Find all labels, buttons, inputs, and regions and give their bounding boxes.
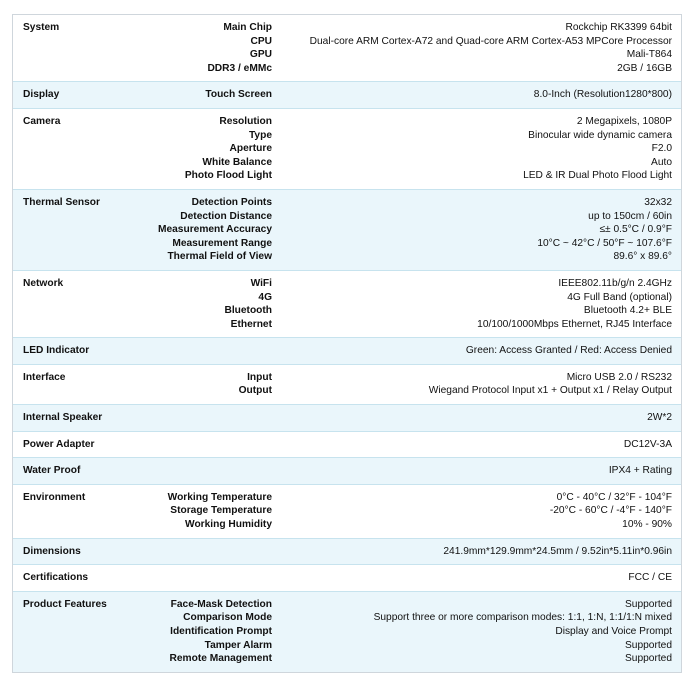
spec-value: 4G Full Band (optional) [567, 291, 672, 303]
spec-line [135, 142, 672, 156]
spec-value: Mali-T864 [626, 49, 672, 61]
section-title: LED Indicator [23, 345, 90, 357]
spec-line [135, 129, 672, 143]
section-title: Water Proof [23, 465, 81, 477]
spec-lines [135, 371, 672, 398]
spec-value: FCC / CE [628, 572, 672, 584]
spec-value: Supported [624, 639, 672, 651]
spec-section [13, 485, 681, 539]
spec-label [135, 464, 272, 478]
spec-section [13, 109, 681, 190]
spec-label: Resolution [219, 115, 272, 127]
spec-section [13, 539, 681, 566]
spec-line [135, 48, 672, 62]
spec-lines [135, 88, 672, 102]
spec-label [135, 344, 272, 358]
spec-value: Dual-core ARM Cortex-A72 and Quad-core ARM Cortex-A53 MPCore Processor [309, 35, 672, 47]
spec-label: Main Chip [223, 22, 272, 33]
spec-label: Input [247, 371, 272, 383]
spec-label: Ethernet [230, 318, 272, 330]
spec-section [13, 458, 681, 485]
spec-value: F2.0 [651, 143, 672, 155]
spec-line [135, 35, 672, 49]
spec-line [135, 639, 672, 653]
spec-section [13, 338, 681, 365]
spec-lines [135, 545, 672, 559]
spec-label: GPU [249, 49, 272, 61]
section-title: Dimensions [23, 545, 81, 557]
spec-label: Measurement Accuracy [157, 224, 272, 236]
spec-line [135, 156, 672, 170]
spec-value: 10°C ~ 42°C / 50°F ~ 107.6°F [537, 237, 672, 249]
section-title: Certifications [23, 572, 89, 584]
spec-label: Tamper Alarm [204, 639, 272, 651]
spec-line [135, 115, 672, 129]
spec-value: Supported [624, 598, 672, 610]
spec-label [135, 411, 272, 425]
spec-label: Aperture [229, 143, 272, 155]
spec-value: LED & IR Dual Photo Flood Light [523, 170, 672, 182]
spec-section [13, 432, 681, 459]
spec-label: White Balance [202, 156, 272, 168]
spec-line [135, 384, 672, 398]
spec-value: 241.9mm*129.9mm*24.5mm / 9.52in*5.11in*0.96in [443, 545, 672, 557]
spec-line [135, 210, 672, 224]
spec-lines [135, 411, 672, 425]
spec-label: Bluetooth [224, 305, 272, 317]
spec-line [135, 318, 672, 332]
spec-line [135, 611, 672, 625]
spec-line [135, 371, 672, 385]
spec-line [135, 291, 672, 305]
spec-value: Rockchip RK3399 64bit [565, 22, 672, 33]
spec-section [13, 405, 681, 432]
spec-value: IPX4 + Rating [608, 465, 672, 477]
spec-line [135, 571, 672, 585]
spec-value: 0°C - 40°C / 32°F - 104°F [556, 491, 672, 503]
spec-label: 4G [258, 291, 272, 303]
spec-section [13, 565, 681, 592]
spec-lines [135, 344, 672, 358]
spec-value: Supported [624, 653, 672, 665]
spec-value: Display and Voice Prompt [555, 626, 672, 637]
spec-line [135, 304, 672, 318]
spec-label: Comparison Mode [183, 612, 272, 624]
spec-value: 2GB / 16GB [617, 62, 672, 74]
spec-table [12, 14, 682, 673]
spec-label: Identification Prompt [170, 626, 272, 637]
spec-label: Output [238, 385, 272, 397]
section-title: Internal Speaker [23, 412, 103, 424]
spec-value: 10% - 90% [622, 519, 672, 531]
spec-section [13, 365, 681, 405]
section-title: Camera [23, 115, 61, 127]
spec-value: Micro USB 2.0 / RS232 [566, 371, 672, 383]
spec-lines [135, 491, 672, 532]
spec-lines [135, 571, 672, 585]
spec-value: ≤± 0.5°C / 0.9°F [599, 224, 672, 236]
spec-section [13, 82, 681, 109]
spec-lines [135, 21, 672, 75]
spec-label: Remote Management [169, 653, 272, 665]
spec-value: -20°C - 60°C / -4°F - 140°F [549, 505, 672, 517]
spec-label: Working Humidity [185, 519, 272, 531]
section-title: Network [23, 277, 64, 289]
spec-label: CPU [250, 35, 272, 47]
spec-label: Measurement Range [172, 237, 272, 249]
spec-line [135, 491, 672, 505]
spec-label [135, 438, 272, 452]
spec-line [135, 344, 672, 358]
spec-line [135, 625, 672, 639]
spec-line [135, 62, 672, 76]
spec-line [135, 652, 672, 666]
spec-lines [135, 598, 672, 666]
spec-value: 89.6° x 89.6° [613, 251, 672, 263]
spec-label: Detection Points [191, 196, 272, 208]
spec-line [135, 223, 672, 237]
spec-value: Auto [651, 156, 672, 168]
spec-line [135, 237, 672, 251]
section-title: Environment [23, 491, 86, 503]
spec-line [135, 277, 672, 291]
spec-value: IEEE802.11b/g/n 2.4GHz [558, 277, 672, 289]
spec-label [135, 545, 272, 559]
spec-value: Wiegand Protocol Input x1 + Output x1 / Relay Output [428, 385, 672, 397]
section-title: Display [23, 89, 60, 101]
spec-value: 2 Megapixels, 1080P [576, 115, 672, 127]
spec-lines [135, 438, 672, 452]
spec-value: Bluetooth 4.2+ BLE [583, 305, 672, 317]
spec-label: WiFi [250, 277, 272, 289]
spec-label: Touch Screen [205, 89, 272, 101]
spec-section [13, 271, 681, 338]
spec-lines [135, 464, 672, 478]
spec-label: Type [248, 129, 272, 141]
spec-value: Binocular wide dynamic camera [528, 129, 672, 141]
section-title: System [23, 22, 60, 33]
spec-value: Support three or more comparison modes: 1:1, 1:N, 1:1/1:N mixed [373, 612, 672, 624]
spec-lines [135, 115, 672, 183]
spec-value: DC12V-3A [623, 438, 672, 450]
spec-label: Working Temperature [167, 491, 272, 503]
spec-label: Storage Temperature [170, 505, 272, 517]
spec-line [135, 411, 672, 425]
spec-value: up to 150cm / 60in [588, 210, 672, 222]
spec-label: DDR3 / eMMc [207, 62, 272, 74]
spec-label: Thermal Field of View [167, 251, 272, 263]
spec-section [13, 190, 681, 271]
spec-label: Detection Distance [180, 210, 272, 222]
spec-value: Green: Access Granted / Red: Access Denied [465, 345, 672, 357]
spec-value: 8.0-Inch (Resolution1280*800) [533, 89, 672, 101]
section-title: Interface [23, 371, 66, 383]
spec-line [135, 196, 672, 210]
section-title: Thermal Sensor [23, 196, 100, 208]
spec-line [135, 464, 672, 478]
spec-line [135, 21, 672, 35]
spec-lines [135, 196, 672, 264]
spec-lines [135, 277, 672, 331]
spec-line [135, 169, 672, 183]
section-title: Power Adapter [23, 438, 95, 450]
spec-value: 2W*2 [647, 412, 672, 424]
spec-value: 10/100/1000Mbps Ethernet, RJ45 Interface [477, 318, 672, 330]
spec-label [135, 571, 272, 585]
spec-label: Face-Mask Detection [170, 598, 272, 610]
spec-line [135, 545, 672, 559]
spec-line [135, 504, 672, 518]
spec-section [13, 15, 681, 82]
spec-section [13, 592, 681, 672]
spec-line [135, 88, 672, 102]
spec-value: 32x32 [644, 196, 672, 208]
section-title: Product Features [23, 598, 107, 610]
spec-label: Photo Flood Light [184, 170, 272, 182]
spec-line [135, 250, 672, 264]
spec-line [135, 438, 672, 452]
spec-line [135, 518, 672, 532]
spec-line [135, 598, 672, 612]
